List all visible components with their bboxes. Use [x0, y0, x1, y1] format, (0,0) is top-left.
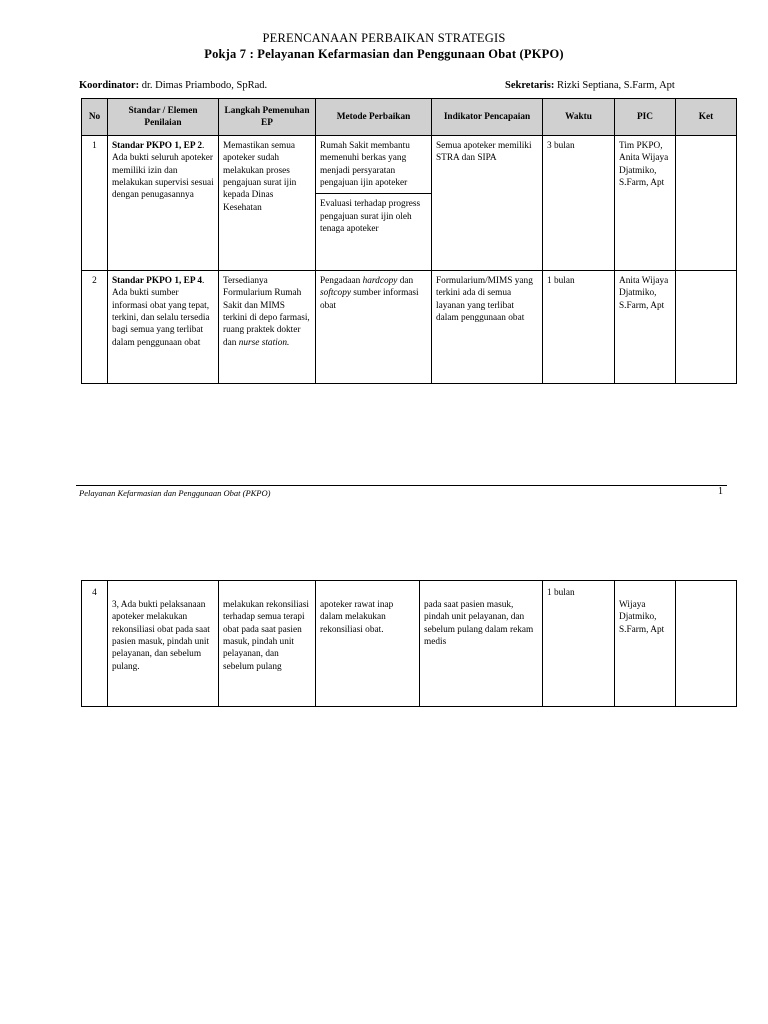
standar-text: . Ada bukti seluruh apoteker memiliki izin dan melakukan supervisi sesuai dengan penugasannya	[112, 141, 214, 201]
ket-cell	[676, 271, 737, 384]
column-header-pic: PIC	[615, 99, 676, 136]
table-row	[82, 136, 737, 271]
metode-text: Pengadaan	[320, 276, 363, 286]
metode-item-1: Rumah Sakit membantu memenuhi berkas yang menjadi persyaratan pengajuan ijin apoteker	[316, 136, 431, 194]
column-header-ket: Ket	[676, 99, 737, 136]
metode-item-2: Evaluasi terhadap progress pengajuan surat ijin oleh tenaga apoteker	[320, 199, 421, 235]
langkah-cell: Memastikan semua apoteker sudah melakukan proses pengajuan surat ijin kepada Dinas Kesehatan	[219, 136, 316, 271]
standar-cell	[108, 136, 219, 271]
column-header-metode: Metode Perbaikan	[316, 99, 432, 136]
document-title: PERENCANAAN PERBAIKAN STRATEGIS	[262, 31, 506, 45]
standar-label: Standar PKPO 1, EP 4	[112, 276, 202, 286]
pic-cell: Anita Wijaya Djatmiko, S.Farm, Apt	[615, 271, 676, 384]
row-number: 4	[82, 581, 108, 707]
waktu-cell: 1 bulan	[543, 271, 615, 384]
standar-cell: 3, Ada bukti pelaksanaan apoteker melakukan rekonsiliasi obat pada saat pasien masuk, pindah unit pelayanan, dan sebelum pulang.	[108, 581, 219, 707]
metode-italic-softcopy: softcopy	[320, 288, 351, 299]
row-number: 1	[82, 136, 108, 271]
plan-table	[81, 98, 737, 384]
indikator-cell: Semua apoteker memiliki STRA dan SIPA	[432, 136, 543, 271]
metode-cell	[316, 271, 432, 384]
sekretaris-value: Rizki Septiana, S.Farm, Apt	[554, 80, 675, 91]
pic-cell: Tim PKPO, Anita Wijaya Djatmiko, S.Farm, Apt	[615, 136, 676, 271]
row-number: 2	[82, 271, 108, 384]
standar-label: Standar PKPO 1, EP 2	[112, 141, 202, 151]
langkah-cell: melakukan rekonsiliasi terhadap semua terapi obat pada saat pasien masuk, pindah unit pelayanan, dan sebelum pulang	[219, 581, 316, 707]
koordinator-label: Koordinator:	[79, 80, 140, 91]
footer-divider	[76, 485, 727, 486]
plan-table-continued	[81, 580, 737, 707]
langkah-text: Tersedianya Formularium Rumah Sakit dan MIMS terkini di depo farmasi, ruang praktek dokter dan	[223, 276, 310, 348]
column-header-waktu: Waktu	[543, 99, 615, 136]
metode-cell: apoteker rawat inap dalam melakukan rekonsiliasi obat.	[316, 581, 420, 707]
indikator-cell: Formularium/MIMS yang terkini ada di semua layanan yang terlibat dalam penggunaan obat	[432, 271, 543, 384]
sekretaris-line	[505, 80, 675, 91]
document-subtitle: Pokja 7 : Pelayanan Kefarmasian dan Penggunaan Obat (PKPO)	[204, 47, 564, 61]
footer-text: Pelayanan Kefarmasian dan Penggunaan Obat (PKPO)	[79, 488, 271, 498]
table-row	[82, 271, 737, 384]
koordinator-value: dr. Dimas Priambodo, SpRad.	[139, 80, 268, 91]
standar-cell	[108, 271, 219, 384]
column-header-no: No	[82, 99, 108, 136]
table-header-row	[82, 99, 737, 136]
ket-cell	[676, 136, 737, 271]
waktu-cell: 1 bulan	[543, 581, 615, 707]
langkah-cell	[219, 271, 316, 384]
ket-cell	[676, 581, 737, 707]
sekretaris-label: Sekretaris:	[505, 80, 555, 91]
koordinator-line	[79, 80, 267, 91]
column-header-langkah: Langkah Pemenuhan EP	[219, 99, 316, 136]
waktu-cell: 3 bulan	[543, 136, 615, 271]
langkah-italic-text: nurse station.	[238, 337, 290, 348]
metode-cell	[316, 136, 432, 271]
metode-text: dan	[397, 276, 414, 286]
metode-italic-hardcopy: hardcopy	[362, 276, 398, 286]
page-number: 1	[718, 486, 723, 497]
indikator-cell: pada saat pasien masuk, pindah unit pelayanan, dan sebelum pulang dalam rekam medis	[420, 581, 543, 707]
column-header-indikator: Indikator Pencapaian	[432, 99, 543, 136]
metode-text: sumber informasi obat	[320, 288, 419, 311]
standar-text: . Ada bukti sumber informasi obat yang tepat, terkini, dan selalu tersedia bagi semua yang terlibat dalam penggunaan obat	[112, 276, 210, 348]
pic-cell: Wijaya Djatmiko, S.Farm, Apt	[615, 581, 676, 707]
column-header-standar: Standar / Elemen Penilaian	[108, 99, 219, 136]
table-row	[82, 581, 737, 707]
